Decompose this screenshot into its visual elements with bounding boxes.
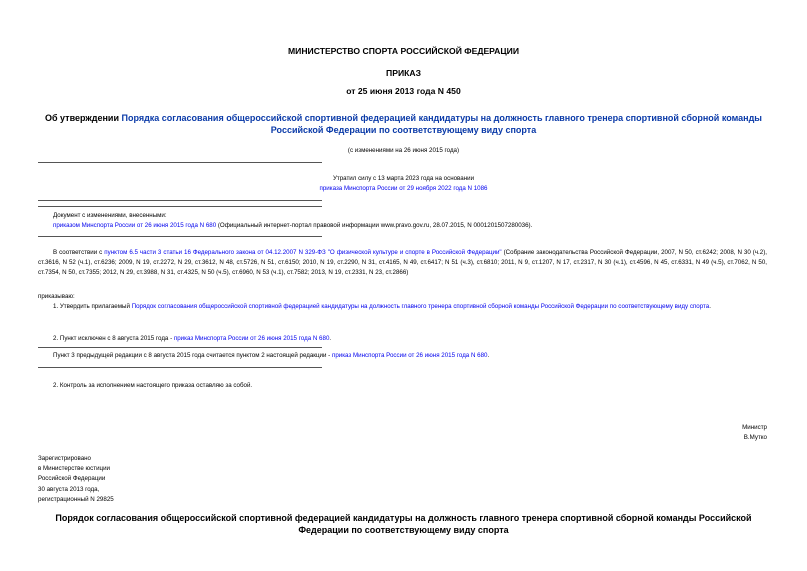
registration-block — [38, 454, 114, 505]
appendix-title: Порядок согласования общероссийской спортивной федерацией кандидатуры на должность главного тренера спортивной сборной команды Российской Федерации по соответствующему виду спорта — [55, 513, 752, 535]
item-1-link[interactable]: Порядок согласования общероссийской спортивной федерацией кандидатуры на должность главного тренера спортивной сборной команды Российской Федерации по соответствующему виду спорта — [131, 303, 710, 310]
item-1 — [38, 302, 767, 312]
divider — [38, 347, 322, 348]
divider — [38, 206, 322, 207]
item-2 — [53, 334, 767, 344]
item-1-prefix: 1. Утвердить прилагаемый — [53, 303, 132, 310]
registration-line: Российской Федерации — [38, 475, 106, 483]
item-2-prefix: 2. Пункт исключен с 8 августа 2015 года - — [53, 335, 174, 342]
expired-link-line — [0, 184, 807, 194]
basis-prefix: В соответствии с — [53, 249, 105, 256]
divider — [38, 367, 322, 368]
amendments-note: (с изменениями на 26 июня 2015 года) — [347, 147, 460, 154]
divider — [38, 200, 322, 201]
changes-doc-rest: (Официальный интернет-портал правовой информации www.pravo.gov.ru, 28.07.2015, N 0001201507280036). — [216, 222, 533, 229]
item-1-suffix: . — [709, 303, 711, 310]
doc-date-number: от 25 июня 2013 года N 450 — [346, 86, 461, 96]
item-3-note-suffix: . — [487, 352, 490, 359]
document-title — [40, 113, 767, 136]
basis-paragraph — [38, 248, 767, 279]
item-control: 2. Контроль за исполнением настоящего приказа оставляю за собой. — [53, 382, 253, 389]
item-3-note-link[interactable]: приказ Минспорта России от 26 июня 2015 года N 680 — [331, 352, 488, 359]
doc-type-heading: ПРИКАЗ — [386, 68, 421, 78]
title-prefix: Об утверждении — [45, 113, 122, 123]
basis-law-link[interactable]: пунктом 6.5 части 3 статьи 16 Федерального закона от 04.12.2007 N 329-ФЗ "О физической культуре и спорте в Российской Федерации" — [104, 249, 502, 256]
registration-line: 30 августа 2013 года, — [38, 485, 100, 493]
item-3-note-prefix: Пункт 3 предыдущей редакции с 8 августа 2015 года считается пунктом 2 настоящей редакции - — [53, 352, 332, 359]
changes-doc-link[interactable]: приказом Минспорта России от 26 июня 2015 года N 680 — [53, 222, 217, 229]
changes-doc-line — [53, 221, 773, 231]
order-word: приказываю: — [38, 293, 75, 300]
signature-name: В.Мутко — [743, 434, 767, 441]
expired-link[interactable]: приказа Минспорта России от 29 ноября 2022 года N 1086 — [319, 185, 488, 192]
ministry-heading: МИНИСТЕРСТВО СПОРТА РОССИЙСКОЙ ФЕДЕРАЦИИ — [287, 46, 519, 56]
divider — [38, 236, 322, 237]
expired-line: Утратил силу с 13 марта 2023 года на основании — [332, 175, 475, 182]
item-2-suffix: . — [329, 335, 332, 342]
basis-rest: (Собрание законодательства Российской Федерации, 2007, N 50, ст.6242; 2008, N 30 (ч.2), ст.3616, N 52 (ч.1), ст.6236; 2009, N 19, ст.2272, N 29, ст.3612, N 48, ст.5726, N 51, ст.6150; 2010, N 19, ст.2290, N 31, ст.4165, N 49, ст.6417; N 51 (ч.3), ст.6810; 2011, N 9, ст.1207, N 17, ст.2317, N 30 (ч.1), ст.4596, N 45, ст.6331, N 49 (ч.5), ст.7062, N 50, ст.7354, N 50, ст.7355; 2012, N 29, ст.3988, N 31, ст.4325, N 50 (ч.5), ст.6960, N 53 (ч.1), ст.7582; 2013, N 19, ст.2331, N 23, ст.2866) — [38, 249, 767, 277]
title-link[interactable]: Порядка согласования общероссийской спортивной федерацией кандидатуры на должность главного тренера спортивной сборной команды Российской Федерации по соответствующему виду спорта — [121, 113, 762, 135]
item-2-link[interactable]: приказ Минспорта России от 26 июня 2015 года N 680 — [173, 335, 330, 342]
divider — [38, 162, 322, 163]
changes-doc-label: Документ с изменениями, внесенными: — [53, 212, 167, 219]
registration-line: в Министерстве юстиции — [38, 465, 111, 473]
item-3-note — [53, 351, 767, 361]
signature-position: Министр — [742, 424, 767, 431]
registration-line: регистрационный N 29825 — [38, 495, 114, 503]
registration-line: Зарегистрировано — [38, 455, 91, 462]
